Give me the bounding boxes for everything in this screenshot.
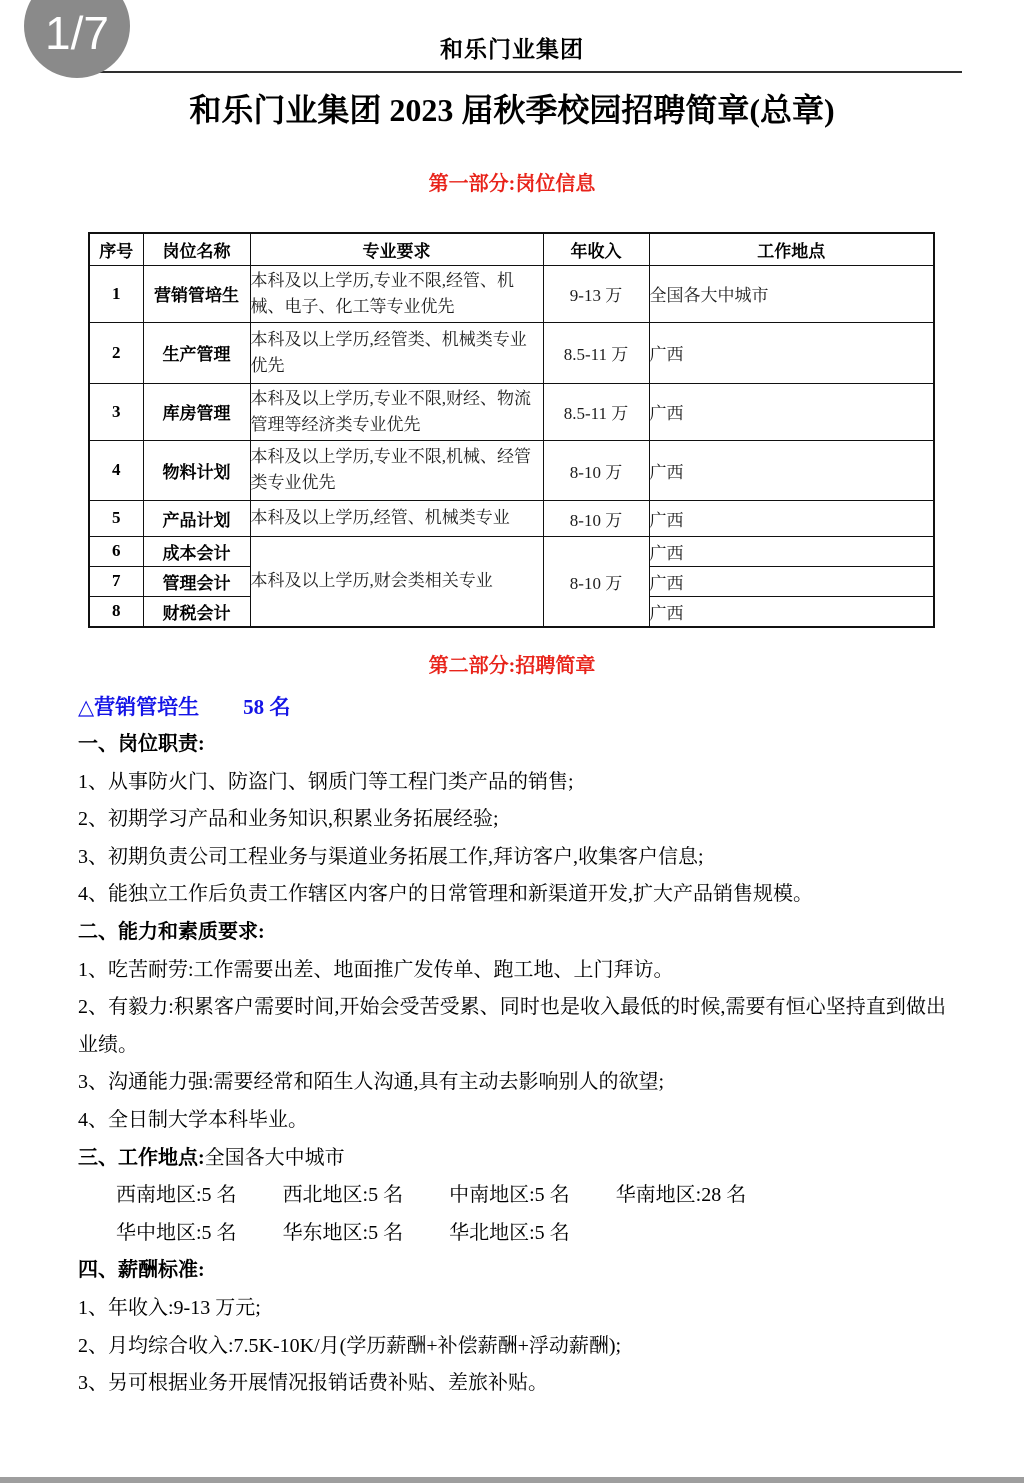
position-title: △营销管培生 [78, 695, 200, 719]
cell-location: 广西 [649, 500, 934, 536]
position-line [78, 691, 1024, 721]
abilities-heading: 二、能力和素质要求: [78, 920, 265, 943]
cell-no: 4 [89, 440, 143, 500]
recruitment-body [78, 726, 946, 1403]
region-item: 华南地区:28 名 [615, 1184, 747, 1207]
cell-location: 广西 [649, 566, 934, 596]
cell-name: 成本会计 [143, 536, 250, 566]
table-row [89, 322, 934, 383]
table-row [89, 536, 934, 566]
ability-item: 4、全日制大学本科毕业。 [78, 1108, 308, 1131]
cell-no: 2 [89, 322, 143, 383]
region-item: 中南地区:5 名 [449, 1184, 570, 1207]
positions-table [88, 232, 935, 628]
cell-major: 本科及以上学历,专业不限,机械、经管类专业优先 [250, 440, 543, 500]
cell-no: 5 [89, 500, 143, 536]
salary-item: 3、另可根据业务开展情况报销话费补贴、差旅补贴。 [78, 1372, 548, 1395]
cell-location: 广西 [649, 322, 934, 383]
location-heading: 三、工作地点: [78, 1146, 205, 1169]
ability-item: 2、有毅力:积累客户需要时间,开始会受苦受累、同时也是收入最低的时候,需要有恒心坚持直到做出业绩。 [78, 996, 946, 1056]
duties-heading: 一、岗位职责: [78, 733, 205, 755]
cell-name: 生产管理 [143, 322, 250, 383]
cell-name: 物料计划 [143, 440, 250, 500]
cell-salary: 8.5-11 万 [543, 322, 649, 383]
table-row [89, 440, 934, 500]
table-row [89, 383, 934, 440]
cell-major: 本科及以上学历,经管、机械类专业 [250, 500, 543, 536]
col-header-major: 专业要求 [250, 233, 543, 265]
regions-line [78, 1177, 946, 1215]
duty-item: 2、初期学习产品和业务知识,积累业务拓展经验; [78, 808, 499, 831]
cell-salary: 8-10 万 [543, 500, 649, 536]
salary-heading: 四、薪酬标准: [78, 1259, 205, 1282]
ability-item: 3、沟通能力强:需要经常和陌生人沟通,具有主动去影响别人的欲望; [78, 1071, 665, 1094]
location-value: 全国各大中城市 [204, 1146, 345, 1169]
cell-major: 本科及以上学历,经管类、机械类专业优先 [250, 322, 543, 383]
cell-name: 营销管培生 [143, 265, 250, 322]
cell-salary: 8.5-11 万 [543, 383, 649, 440]
cell-no: 3 [89, 383, 143, 440]
region-item: 华东地区:5 名 [282, 1221, 404, 1244]
cell-name: 管理会计 [143, 566, 250, 596]
section-heading-part1: 第一部分:岗位信息 [428, 173, 596, 195]
cell-name: 财税会计 [143, 596, 250, 627]
cell-major-merged: 本科及以上学历,财会类相关专业 [250, 536, 543, 627]
cell-salary: 8-10 万 [543, 440, 649, 500]
cell-no: 8 [89, 596, 143, 627]
salary-item: 1、年收入:9-13 万元; [78, 1296, 261, 1319]
document-header: 和乐门业集团 [440, 37, 584, 62]
cell-name: 产品计划 [143, 500, 250, 536]
position-count: 58 名 [243, 695, 291, 719]
cell-location: 广西 [649, 596, 934, 627]
duty-item: 3、初期负责公司工程业务与渠道业务拓展工作,拜访客户,收集客户信息; [78, 845, 704, 868]
salary-item: 2、月均综合收入:7.5K-10K/月(学历薪酬+补偿薪酬+浮动薪酬); [78, 1334, 622, 1357]
cell-name: 库房管理 [143, 383, 250, 440]
col-header-no: 序号 [89, 233, 143, 265]
table-row [89, 265, 934, 322]
cell-major: 本科及以上学历,专业不限,经管、机械、电子、化工等专业优先 [250, 265, 543, 322]
page-indicator-badge [24, 0, 130, 78]
col-header-name: 岗位名称 [143, 233, 250, 265]
region-item: 华北地区:5 名 [449, 1221, 570, 1244]
col-header-location: 工作地点 [649, 233, 934, 265]
page-title: 和乐门业集团 2023 届秋季校园招聘简章(总章) [189, 92, 835, 128]
cell-location: 全国各大中城市 [649, 265, 934, 322]
cell-salary-merged: 8-10 万 [543, 536, 649, 627]
duty-item: 4、能独立工作后负责工作辖区内客户的日常管理和新渠道开发,扩大产品销售规模。 [78, 883, 813, 906]
cell-no: 1 [89, 265, 143, 322]
duty-item: 1、从事防火门、防盗门、钢质门等工程门类产品的销售; [78, 770, 574, 793]
region-item: 华中地区:5 名 [116, 1221, 237, 1244]
header-divider [72, 71, 962, 73]
cell-location: 广西 [649, 536, 934, 566]
cell-location: 广西 [649, 440, 934, 500]
location-line [78, 1140, 946, 1178]
ability-item: 1、吃苦耐劳:工作需要出差、地面推广发传单、跑工地、上门拜访。 [78, 958, 674, 981]
table-row [89, 500, 934, 536]
table-header-row [89, 233, 934, 265]
cell-location: 广西 [649, 383, 934, 440]
region-item: 西北地区:5 名 [282, 1184, 404, 1207]
section-heading-part2: 第二部分:招聘简章 [428, 655, 596, 677]
page-indicator-label: 1/7 [45, 7, 109, 59]
cell-no: 6 [89, 536, 143, 566]
cell-salary: 9-13 万 [543, 265, 649, 322]
page-bottom-divider [0, 1477, 1024, 1483]
cell-no: 7 [89, 566, 143, 596]
region-item: 西南地区:5 名 [116, 1184, 237, 1207]
cell-major: 本科及以上学历,专业不限,财经、物流管理等经济类专业优先 [250, 383, 543, 440]
regions-line [78, 1215, 946, 1253]
col-header-salary: 年收入 [543, 233, 649, 265]
